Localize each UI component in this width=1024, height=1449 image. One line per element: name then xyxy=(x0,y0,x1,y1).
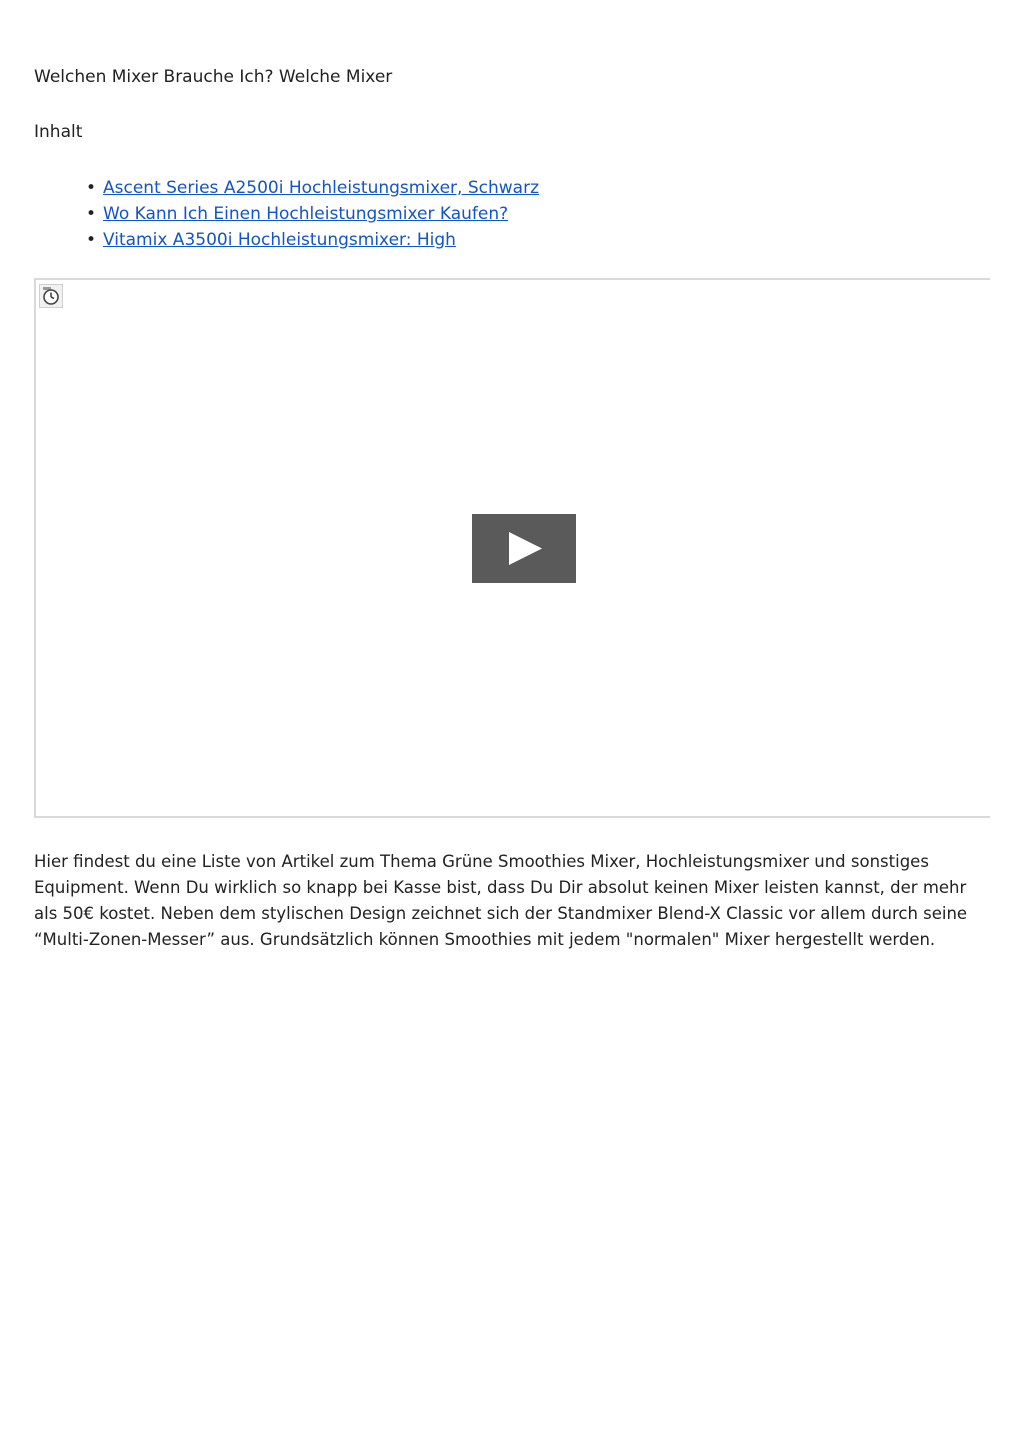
play-icon xyxy=(472,514,576,583)
toc-link-vitamix-a3500i[interactable]: Vitamix A3500i Hochleistungsmixer: High xyxy=(103,230,456,250)
toc-link-wo-kaufen[interactable]: Wo Kann Ich Einen Hochleistungsmixer Kaufen? xyxy=(103,204,509,224)
list-item xyxy=(86,175,539,201)
bullet: • xyxy=(86,178,97,198)
play-button[interactable] xyxy=(472,514,576,583)
bullet: • xyxy=(86,230,97,250)
page-title: Welchen Mixer Brauche Ich? Welche Mixer xyxy=(34,67,393,87)
toc-heading: Inhalt xyxy=(34,122,83,142)
list-item xyxy=(86,201,539,227)
table-of-contents xyxy=(86,175,539,253)
article-paragraph: Hier findest du eine Liste von Artikel zum Thema Grüne Smoothies Mixer, Hochleistungsmixer und sonstiges Equipment. Wenn Du wirklich so knapp bei Kasse bist, dass Du Dir absolut keinen Mixer leisten kannst, der mehr als 50€ kostet. Neben dem stylischen Design zeichnet sich der Standmixer Blend-X Classic vor allem durch seine “Multi-Zonen-Messer” aus. Grundsätzlich können Smoothies mit jedem "normalen" Mixer hergestellt werden. xyxy=(34,852,968,949)
video-embed[interactable] xyxy=(34,278,990,818)
list-item xyxy=(86,227,539,253)
plugin-timer-icon xyxy=(39,284,63,308)
bullet: • xyxy=(86,204,97,224)
toc-link-ascent-a2500i[interactable]: Ascent Series A2500i Hochleistungsmixer, Schwarz xyxy=(103,178,539,198)
